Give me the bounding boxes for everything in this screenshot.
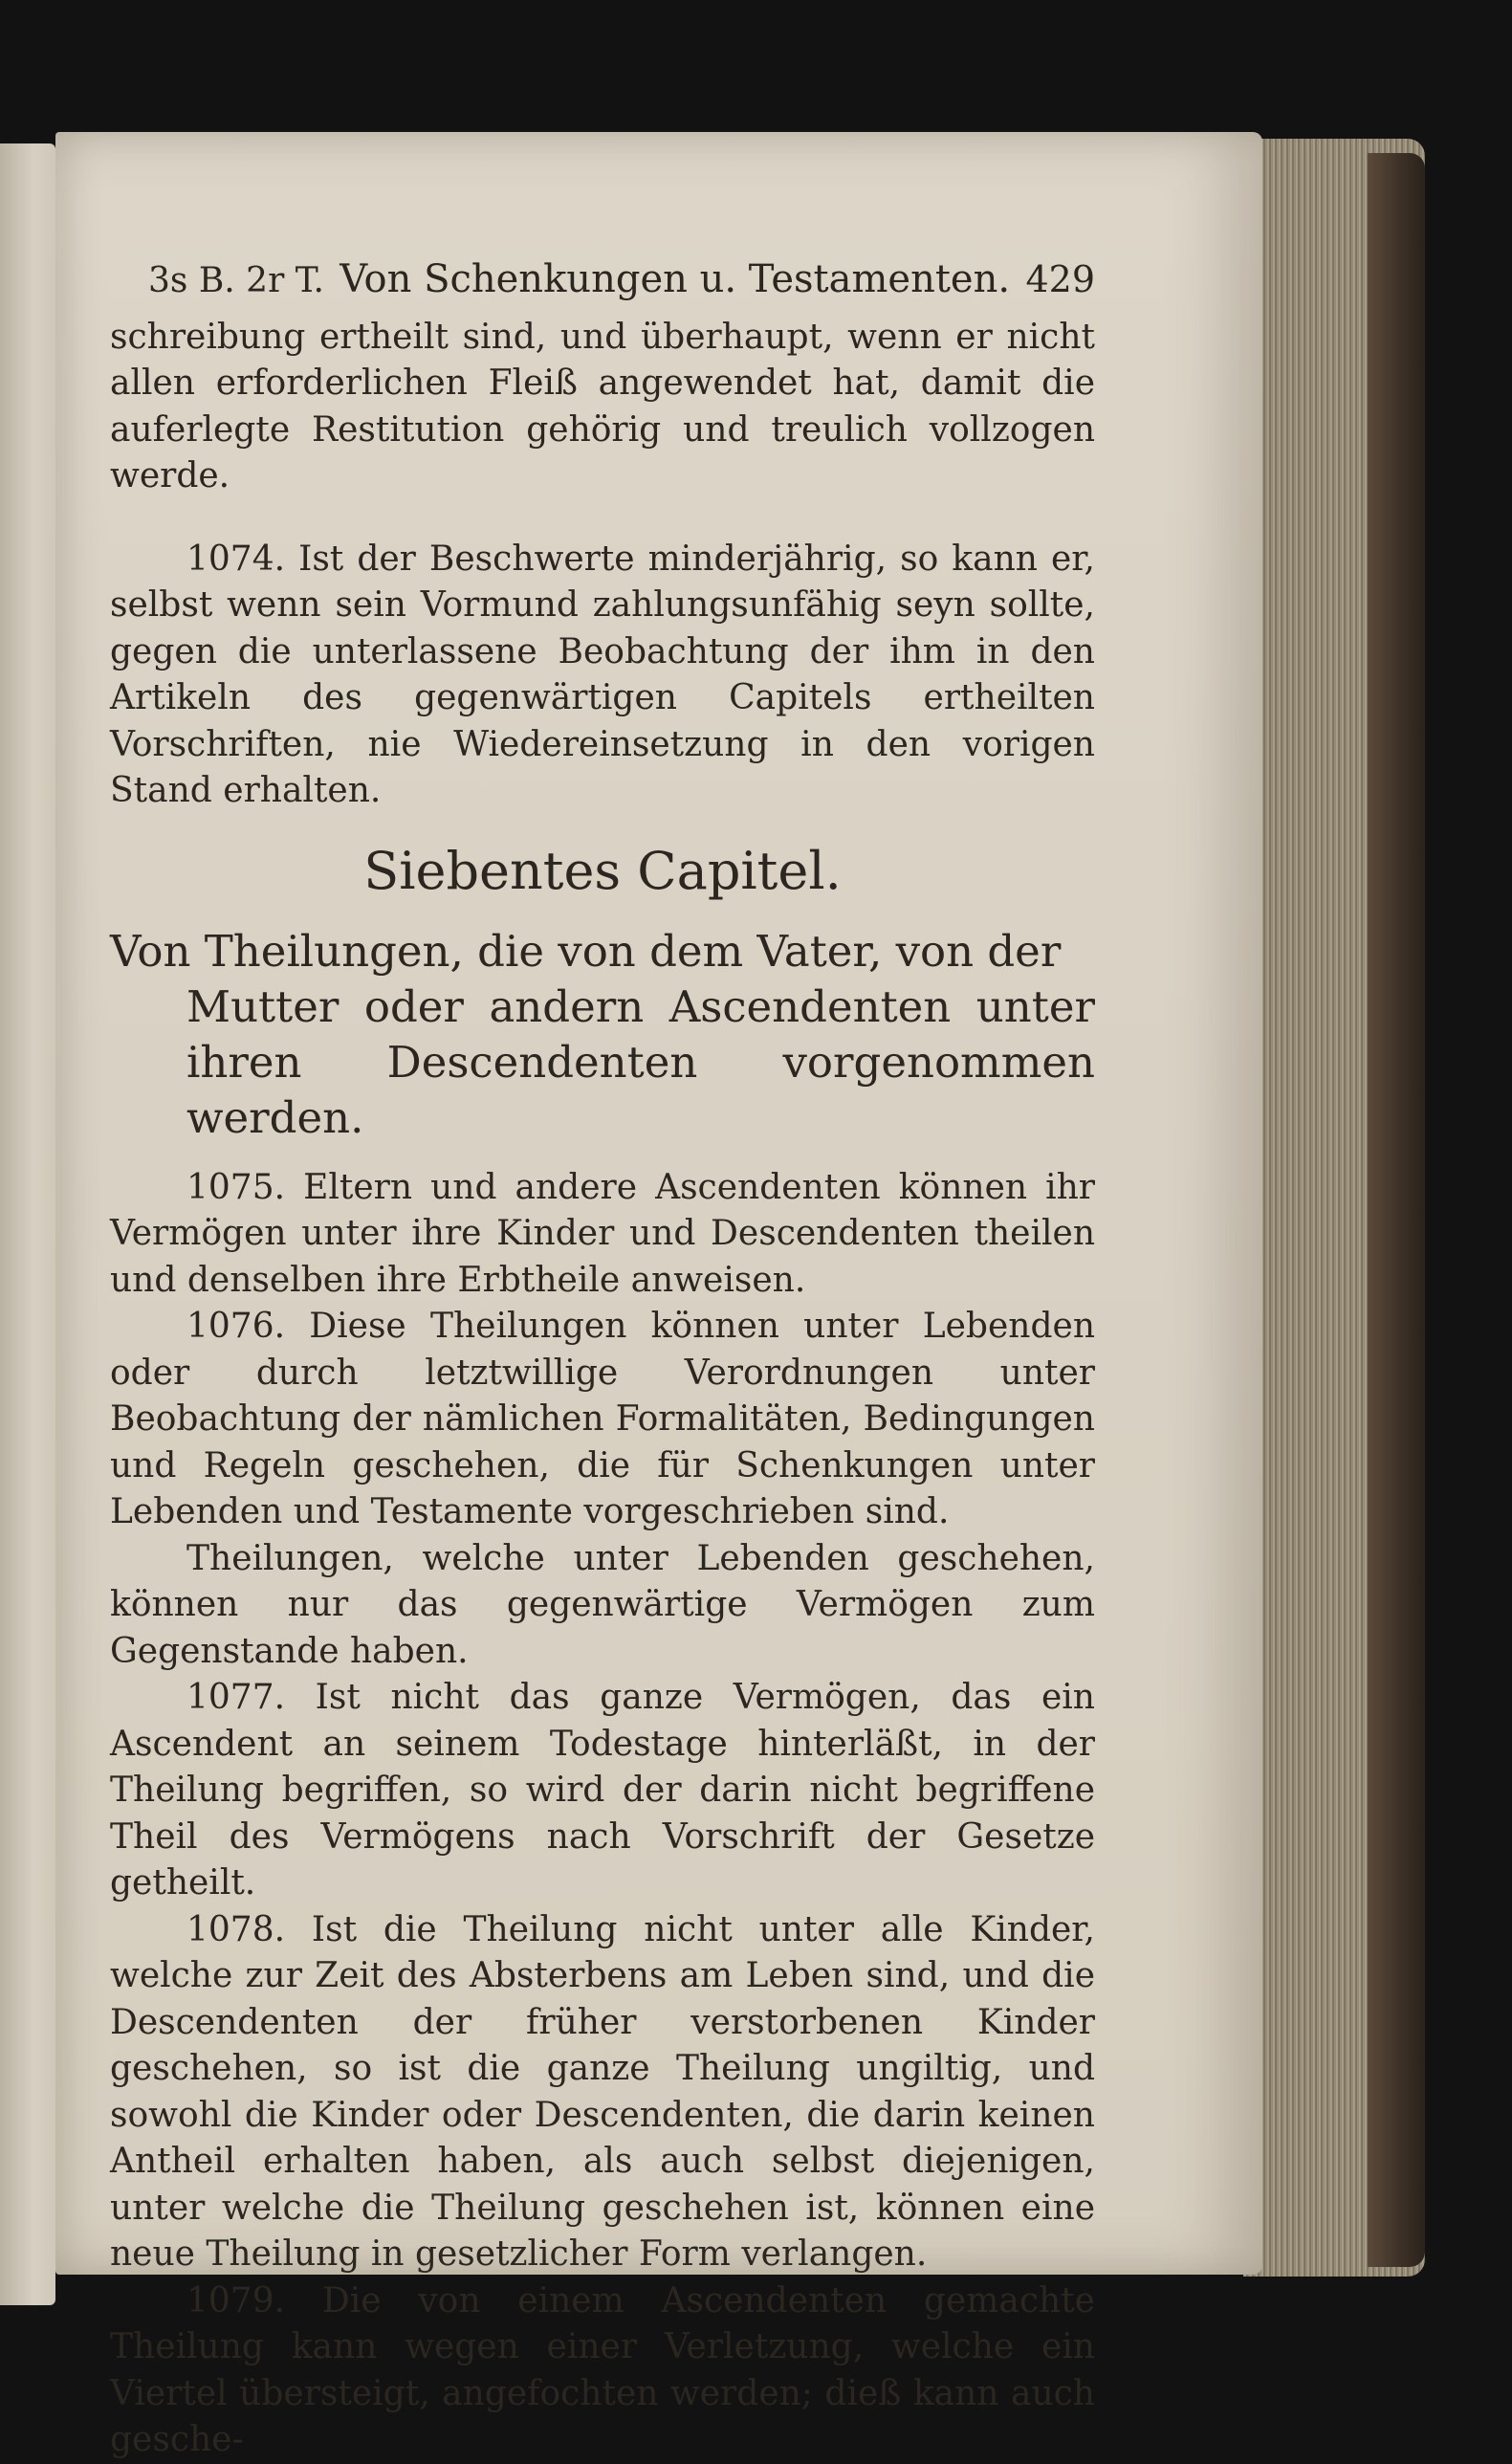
paragraph-1077: 1077. Ist nicht das ganze Vermögen, das ein Ascendent an seinem Todestage hinterläßt, in der Theilung begriffen, so wird der darin nicht begriffene Theil des Vermögens nach Vorschrift der Gesetze getheilt.: [110, 1678, 1095, 1903]
header-title: Von Schenkungen u. Testamenten.: [340, 257, 1011, 301]
page-content: [110, 256, 1095, 2464]
paragraph-1078: 1078. Ist die Theilung nicht unter alle Kinder, welche zur Zeit des Absterbens am Leben sind, und die Descendenten der früher verstorbenen Kinder geschehen, so ist die ganze Theilung ungiltig, und sowohl die Kinder oder Descendenten, die darin keinen Antheil erhalten haben, als auch selbst diejenigen, unter welche die Theilung geschehen ist, können eine neue Theilung in gesetzlicher Form verlangen.: [110, 1909, 1095, 2274]
book-cover: [1368, 153, 1425, 2267]
paragraph-continued: schreibung ertheilt sind, und überhaupt, wenn er nicht allen erforderlichen Fleiß angewendet hat, damit die auferlegte Restitution gehörig und treulich vollzogen werde.: [110, 317, 1095, 495]
paragraph-1074: 1074. Ist der Beschwerte minderjährig, so kann er, selbst wenn sein Vormund zahlungsunfähig seyn sollte, gegen die unterlassene Beobachtung der ihm in den Artikeln des gegenwärtigen Capitels ertheilten Vorschriften, nie Wiedereinsetzung in den vorigen Stand erhalten.: [110, 539, 1095, 810]
page-number: 429: [1025, 258, 1095, 300]
chapter-subtitle-rest: Mutter oder andern Ascendenten unter ihren Descendenten vorgenommen werden.: [186, 980, 1095, 1143]
paragraph-theilungen: Theilungen, welche unter Lebenden geschehen, können nur das gegenwärtige Vermögen zum Gegenstande haben.: [110, 1538, 1095, 1671]
running-header: [110, 256, 1095, 305]
header-reference: 3s B. 2r T.: [148, 261, 324, 300]
paragraph-1079: 1079. Die von einem Ascendenten gemachte Theilung kann wegen einer Verletzung, welche ein Viertel übersteigt, angefochten werden; dieß kann auch gesche-: [110, 2280, 1095, 2459]
chapter-subtitle: [110, 924, 1095, 1146]
paragraph-1076: 1076. Diese Theilungen können unter Lebenden oder durch letztwillige Verordnungen unter Beobachtung der nämlichen Formalitäten, Bedingungen und Regeln geschehen, die für Schenkungen unter Lebenden und Testamente vorgeschrieben sind.: [110, 1307, 1095, 1531]
left-page-edge: [0, 143, 55, 2305]
paragraph-1075: 1075. Eltern und andere Ascendenten können ihr Vermögen unter ihre Kinder und Descendenten theilen und denselben ihre Erbtheile anweisen.: [110, 1167, 1095, 1300]
chapter-title: Siebentes Capitel.: [363, 840, 842, 901]
chapter-subtitle-line1: Von Theilungen, die von dem Vater, von der: [110, 925, 1062, 977]
